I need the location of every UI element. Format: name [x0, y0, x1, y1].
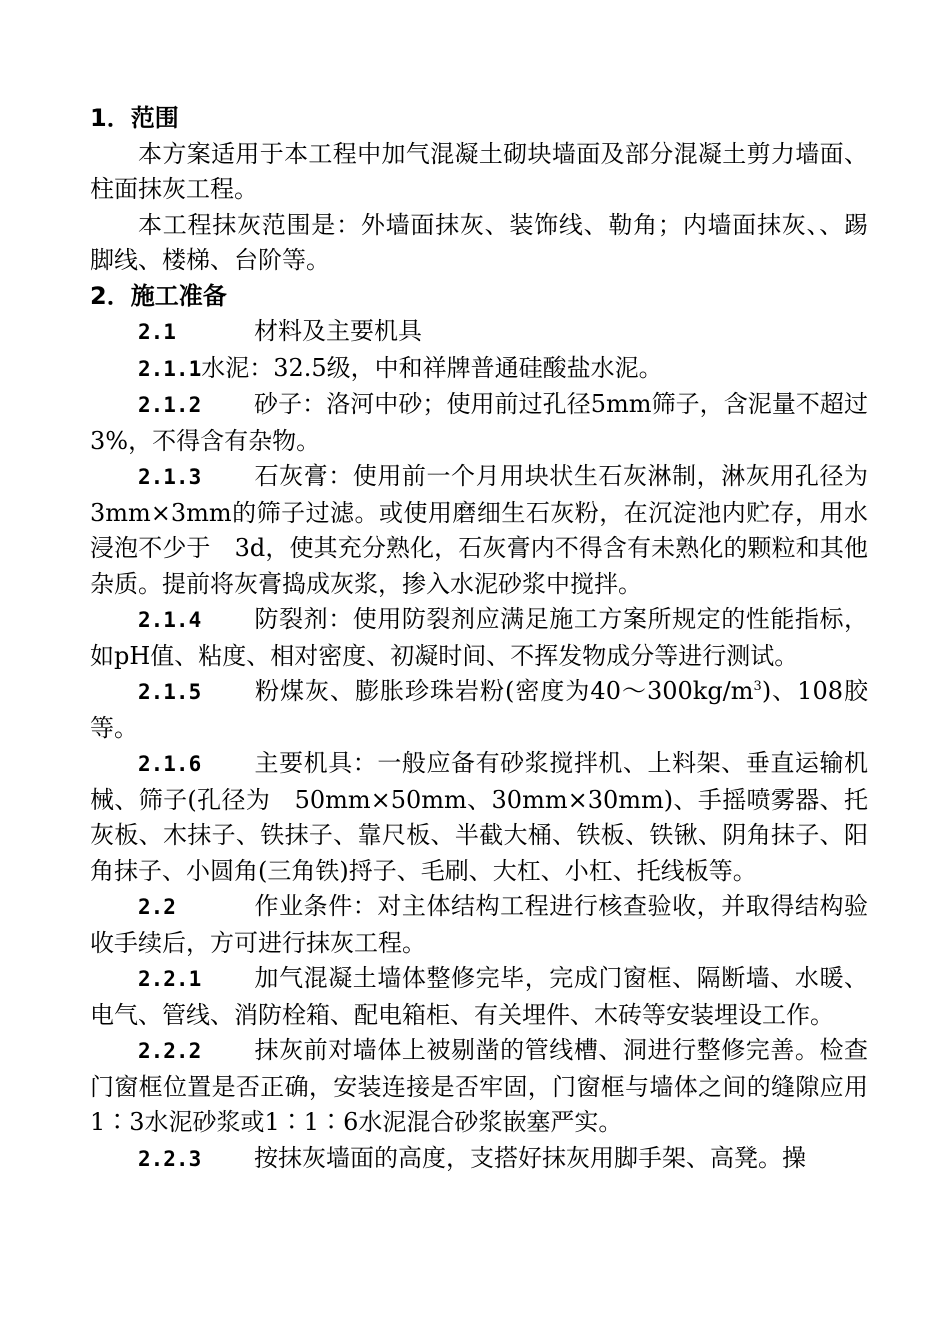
clause-text: 加气混凝土墙体整修完毕，完成门窗框、隔断墙、水暖、电气、管线、消防栓箱、配电箱柜、有关埋件、木砖等安装埋设工作。 — [90, 964, 868, 1029]
clause-text: 水泥：32.5级，中和祥牌普通硅酸盐水泥。 — [201, 353, 663, 382]
clause-2-2-2 — [90, 1033, 868, 1141]
clause-text: 粉煤灰、膨胀珍珠岩粉(密度为40～300kg/m — [254, 677, 754, 705]
clause-text: 防裂剂：使用防裂剂应满足施工方案所规定的性能指标，如pH值、粘度、相对密度、初凝时间、不挥发物成分等进行测试。 — [90, 605, 868, 670]
clause-number: 2.1.5 — [138, 680, 202, 704]
scope-paragraph-2: 本工程抹灰范围是：外墙面抹灰、装饰线、勒角；内墙面抹灰、、踢脚线、楼梯、台阶等。 — [90, 210, 868, 274]
clause-2-1 — [90, 314, 868, 351]
clause-2-1-6 — [90, 746, 868, 889]
clause-text: 材料及主要机具 — [254, 317, 422, 345]
clause-2-2-3 — [90, 1141, 868, 1178]
superscript-unit: 3 — [753, 679, 762, 694]
clause-2-2 — [90, 889, 868, 961]
clause-number: 2.1.4 — [138, 608, 202, 632]
clause-2-1-3 — [90, 459, 868, 602]
clause-text: 石灰膏：使用前一个月用块状生石灰淋制，淋灰用孔径为3mm×3mm的筛子过滤。或使用磨细生石灰粉，在沉淀池内贮存，用水浸泡不少于 3d，使其充分熟化，石灰膏内不得含有未熟化的颗粒和其他杂质。提前将灰膏捣成灰浆，掺入水泥砂浆中搅拌。 — [90, 462, 868, 598]
clause-text-tail: )、108胶等。 — [90, 677, 868, 742]
clause-text: 抹灰前对墙体上被剔凿的管线槽、洞进行整修完善。检查门窗框位置是否正确，安装连接是否牢固，门窗框与墙体之间的缝隙应用1∶3水泥砂浆或1∶1∶6水泥混合砂浆嵌塞严实。 — [90, 1036, 868, 1136]
clause-text: 作业条件：对主体结构工程进行核查验收，并取得结构验收手续后，方可进行抹灰工程。 — [90, 892, 868, 957]
clause-text: 砂子：洛河中砂；使用前过孔径5mm筛子，含泥量不超过3%，不得含有杂物。 — [90, 390, 868, 455]
clause-number: 2.1 — [138, 320, 176, 344]
clause-number: 2.1.3 — [138, 465, 202, 489]
clause-number: 2.1.1 — [138, 356, 202, 381]
scope-paragraph-1: 本方案适用于本工程中加气混凝土砌块墙面及部分混凝土剪力墙面、柱面抹灰工程。 — [90, 139, 868, 203]
clause-2-1-5 — [90, 674, 868, 746]
clause-number: 2.2.2 — [138, 1039, 202, 1063]
clause-number: 2.2 — [138, 895, 176, 919]
clause-number: 2.2.3 — [138, 1146, 202, 1171]
clause-text: 按抹灰墙面的高度，支搭好抹灰用脚手架、高凳。操 — [254, 1143, 806, 1172]
document-page — [90, 101, 868, 1177]
section-heading-preparation: 2．施工准备 — [90, 281, 227, 310]
clause-2-1-4 — [90, 602, 868, 674]
clause-2-1-2 — [90, 387, 868, 459]
clause-number: 2.2.1 — [138, 967, 202, 991]
section-heading-scope: 1．范围 — [90, 104, 179, 132]
clause-2-1-1 — [90, 351, 868, 388]
clause-2-2-1 — [90, 961, 868, 1033]
clause-number: 2.1.6 — [138, 752, 202, 776]
clause-number: 2.1.2 — [138, 393, 202, 417]
clause-text: 主要机具：一般应备有砂浆搅拌机、上料架、垂直运输机械、筛子(孔径为 50mm×50mm、30mm×30mm)、手摇喷雾器、托灰板、木抹子、铁抹子、靠尺板、半截大桶、铁板、铁锹、阴角抹子、阳角抹子、小圆角(三角铁)捋子、毛刷、大杠、小杠、托线板等。 — [90, 749, 868, 885]
